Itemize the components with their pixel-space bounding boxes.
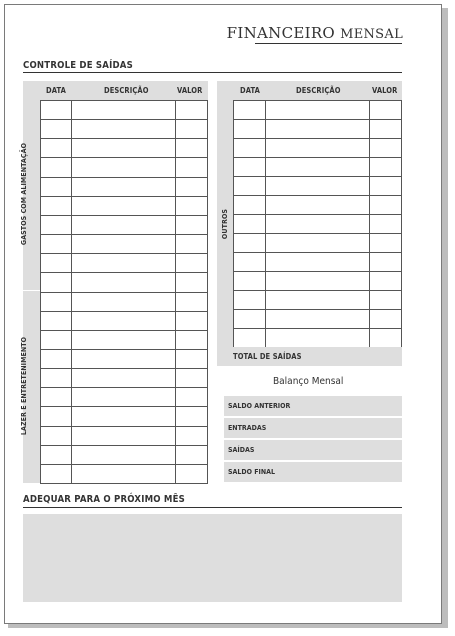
left-table-row-line <box>40 426 208 427</box>
left-table-row-line <box>40 215 208 216</box>
left-table-row-line <box>40 138 208 139</box>
right-table-row-line <box>233 214 402 215</box>
right-col-date-header: DATA <box>240 86 260 95</box>
left-col-value-header: VALOR <box>177 86 203 95</box>
left-table-row-line <box>40 464 208 465</box>
next-month-notes-area[interactable] <box>23 514 402 602</box>
left-table-row-line <box>40 445 208 446</box>
left-col-desc-header: DESCRIÇÃO <box>104 86 149 95</box>
left-table-row-line <box>40 387 208 388</box>
page-title <box>227 24 403 42</box>
group-label-leisure: LAZER E ENTRETENIMENTO <box>20 336 28 436</box>
right-table-row-line <box>233 100 402 101</box>
balance-row-expenses <box>224 440 402 460</box>
left-table-row-line <box>40 349 208 350</box>
total-expenses-label: TOTAL DE SAÍDAS <box>233 352 302 361</box>
right-table-row-line <box>233 309 402 310</box>
left-table-row-line <box>40 157 208 158</box>
balance-row-expenses-label: SAÍDAS <box>228 446 255 454</box>
section-expenses-rule <box>23 72 402 73</box>
section-expenses-title: CONTROLE DE SAÍDAS <box>23 60 133 71</box>
left-group-divider <box>23 290 40 291</box>
left-table-row-line <box>40 483 208 484</box>
right-table-row-line <box>233 176 402 177</box>
balance-row-final <box>224 462 402 482</box>
left-table-row-line <box>40 292 208 293</box>
title-underline <box>255 43 402 44</box>
right-table-row-line <box>233 252 402 253</box>
balance-row-final-label: SALDO FINAL <box>228 468 275 476</box>
left-table-row-line <box>40 234 208 235</box>
balance-row-income <box>224 418 402 438</box>
left-table-row-line <box>40 196 208 197</box>
balance-row-previous-label: SALDO ANTERIOR <box>228 402 291 410</box>
left-table-row-line <box>40 330 208 331</box>
right-table-row-line <box>233 328 402 329</box>
right-table-row-line <box>233 157 402 158</box>
right-table-row-line <box>233 290 402 291</box>
left-table-row-line <box>40 406 208 407</box>
left-table-row-line <box>40 177 208 178</box>
section-next-month-rule <box>23 507 402 508</box>
balance-title: Balanço Mensal <box>273 376 344 387</box>
balance-row-previous <box>224 396 402 416</box>
title-sub: MENSAL <box>340 27 403 42</box>
left-table-row-line <box>40 368 208 369</box>
right-table-row-line <box>233 195 402 196</box>
left-table-row-line <box>40 311 208 312</box>
right-col-desc-header: DESCRIÇÃO <box>296 86 341 95</box>
balance-row-income-label: ENTRADAS <box>228 424 267 432</box>
left-col-date-header: DATA <box>46 86 66 95</box>
group-label-others: OUTROS <box>221 208 229 240</box>
left-table-row-line <box>40 272 208 273</box>
section-next-month-title: ADEQUAR PARA O PRÓXIMO MÊS <box>23 494 186 505</box>
right-table-row-line <box>233 138 402 139</box>
right-table-row-line <box>233 233 402 234</box>
left-table-row-line <box>40 100 208 101</box>
left-table-row-line <box>40 119 208 120</box>
title-main: FINANCEIRO <box>226 24 336 42</box>
left-table-row-line <box>40 253 208 254</box>
right-table-row-line <box>233 271 402 272</box>
group-label-food: GASTOS COM ALIMENTAÇÃO <box>20 142 28 246</box>
right-table-row-line <box>233 119 402 120</box>
right-col-value-header: VALOR <box>372 86 398 95</box>
